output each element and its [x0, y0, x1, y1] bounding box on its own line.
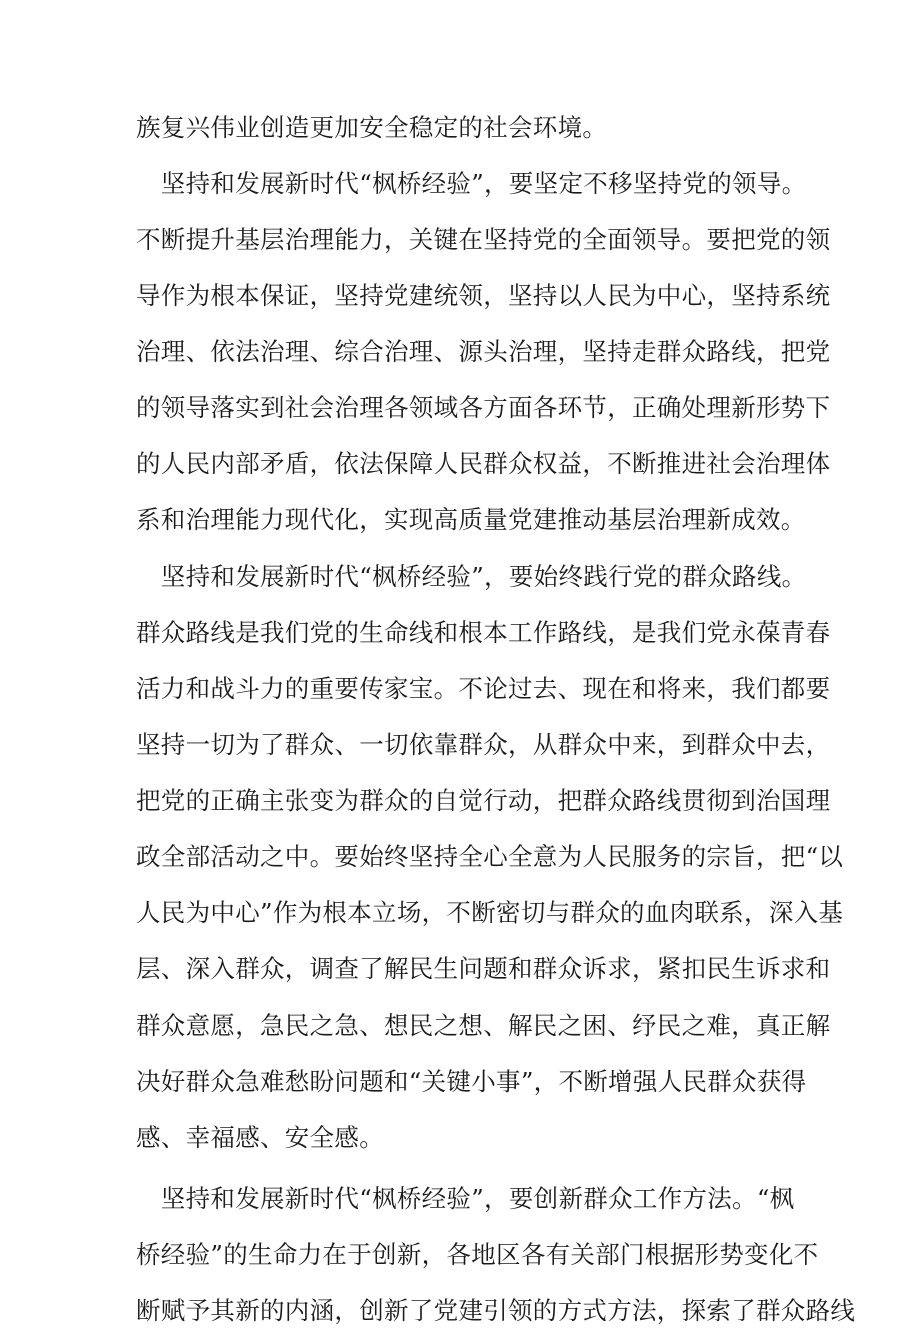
text-line: 族复兴伟业创造更加安全稳定的社会环境。 — [136, 113, 608, 142]
text-line: 人民为中心”作为根本立场，不断密切与群众的血肉联系，深入基 — [136, 898, 844, 927]
text-line: 桥经验”的生命力在于创新，各地区各有关部门根据形势变化不 — [136, 1240, 819, 1269]
text-line: 坚持和发展新时代“枫桥经验”，要坚定不移坚持党的领导。 — [136, 169, 807, 198]
text-line: 层、深入群众，调查了解民生问题和群众诉求，紧扣民生诉求和 — [136, 954, 831, 983]
text-line: 感、幸福感、安全感。 — [136, 1123, 384, 1152]
text-line: 的人民内部矛盾，依法保障人民群众权益，不断推进社会治理体 — [136, 449, 831, 478]
text-line: 坚持和发展新时代“枫桥经验”，要始终践行党的群众路线。 — [136, 562, 807, 591]
text-line: 坚持和发展新时代“枫桥经验”，要创新群众工作方法。“枫 — [136, 1184, 795, 1213]
text-line: 治理、依法治理、综合治理、源头治理，坚持走群众路线，把党 — [136, 337, 831, 366]
text-line: 群众意愿，急民之急、想民之想、解民之困、纾民之难，真正解 — [136, 1011, 831, 1040]
text-line: 断赋予其新的内涵，创新了党建引领的方式方法，探索了群众路线 — [136, 1296, 856, 1325]
text-line: 政全部活动之中。要始终坚持全心全意为人民服务的宗旨，把“以 — [136, 842, 844, 871]
text-line: 的领导落实到社会治理各领域各方面各环节，正确处理新形势下 — [136, 393, 831, 422]
text-line: 不断提升基层治理能力，关键在坚持党的全面领导。要把党的领 — [136, 225, 831, 254]
text-line: 决好群众急难愁盼问题和“关键小事”，不断增强人民群众获得 — [136, 1067, 807, 1096]
text-line: 导作为根本保证，坚持党建统领，坚持以人民为中心，坚持系统 — [136, 281, 831, 310]
text-line: 活力和战斗力的重要传家宝。不论过去、现在和将来，我们都要 — [136, 674, 831, 703]
text-line: 把党的正确主张变为群众的自觉行动，把群众路线贯彻到治国理 — [136, 786, 831, 815]
text-line: 系和治理能力现代化，实现高质量党建推动基层治理新成效。 — [136, 505, 806, 534]
text-line: 群众路线是我们党的生命线和根本工作路线，是我们党永葆青春 — [136, 618, 831, 647]
text-line: 坚持一切为了群众、一切依靠群众，从群众中来，到群众中去， — [136, 730, 831, 759]
